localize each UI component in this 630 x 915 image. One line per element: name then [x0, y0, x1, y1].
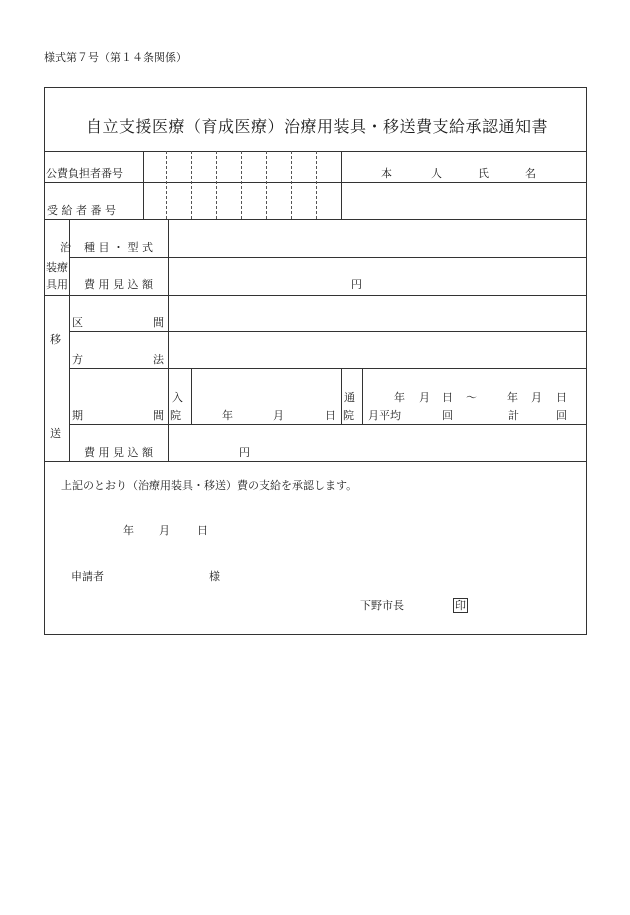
appliance-type-label: 種 目 ・ 型 式	[84, 241, 153, 254]
section-label-1: 区	[72, 316, 83, 329]
inpatient-year: 年	[222, 409, 233, 422]
applicant-label: 申請者	[71, 570, 104, 583]
digit-divider	[166, 151, 167, 219]
approval-text: 上記のとおり（治療用装具・移送）費の支給を承認します。	[61, 479, 358, 492]
digit-divider	[241, 151, 242, 219]
vline-number-label	[143, 151, 144, 219]
vline-outpatient-left	[341, 368, 342, 424]
vline-group	[69, 219, 70, 461]
date-year: 年	[123, 524, 134, 537]
section-label-2: 間	[153, 316, 164, 329]
total-times-label: 回	[556, 409, 567, 422]
range-start-month: 月	[419, 391, 430, 404]
range-start-year: 年	[394, 391, 405, 404]
vline-number-end	[341, 151, 342, 219]
seal-box: 印	[455, 599, 466, 612]
person-name-label-4: 名	[525, 167, 536, 180]
range-start-day: 日	[442, 391, 453, 404]
line-appliance-bottom	[44, 295, 587, 296]
inpatient-label-2: 院	[170, 409, 181, 422]
vline-outpatient-right	[362, 368, 363, 424]
range-end-day: 日	[556, 391, 567, 404]
appliance-group-label-3: 具用	[46, 278, 68, 291]
monthly-average-label: 月平均	[368, 409, 401, 422]
digit-divider	[216, 151, 217, 219]
outpatient-label-1: 通	[344, 391, 355, 404]
public-burden-number-label: 公費負担者番号	[46, 167, 123, 180]
inpatient-day: 日	[325, 409, 336, 422]
range-separator: 〜	[466, 391, 477, 404]
transport-cost-label: 費 用 見 込 額	[84, 446, 153, 459]
period-label-2: 間	[153, 409, 164, 422]
appliance-cost-label: 費 用 見 込 額	[84, 278, 153, 291]
person-name-label-3: 氏	[478, 167, 489, 180]
inpatient-month: 月	[273, 409, 284, 422]
method-label-2: 法	[153, 353, 164, 366]
vline-inpatient	[191, 368, 192, 424]
recipient-number-label: 受 給 者 番 号	[47, 204, 116, 217]
line-section-bottom	[69, 331, 587, 332]
line-period-bottom	[69, 424, 587, 425]
date-day: 日	[197, 524, 208, 537]
person-name-label-1: 本	[381, 167, 392, 180]
person-name-label-2: 人	[431, 167, 442, 180]
appliance-yen: 円	[351, 278, 362, 291]
mayor-label: 下野市長	[360, 599, 404, 612]
digit-divider	[266, 151, 267, 219]
appliance-group-label-2: 装療	[46, 261, 68, 274]
monthly-times-label: 回	[442, 409, 453, 422]
line-row2	[44, 219, 587, 220]
line-method-bottom	[69, 368, 587, 369]
transport-group-bottom: 送	[50, 427, 61, 440]
outpatient-label-2: 院	[343, 409, 354, 422]
form-title: 自立支援医療（育成医療）治療用装具・移送費支給承認通知書	[86, 117, 549, 136]
vline-label	[168, 219, 169, 461]
range-end-month: 月	[531, 391, 542, 404]
digit-divider	[291, 151, 292, 219]
honorific: 様	[209, 570, 220, 583]
form-number: 様式第７号（第１４条関係）	[44, 51, 187, 64]
line-table-bottom	[44, 461, 587, 462]
period-label-1: 期	[72, 409, 83, 422]
total-label: 計	[508, 409, 519, 422]
digit-divider	[316, 151, 317, 219]
method-label-1: 方	[72, 353, 83, 366]
date-month: 月	[159, 524, 170, 537]
transport-group-top: 移	[50, 333, 61, 346]
appliance-group-label-1: 治	[60, 241, 71, 254]
inpatient-label-1: 入	[172, 391, 183, 404]
transport-yen: 円	[239, 446, 250, 459]
range-end-year: 年	[507, 391, 518, 404]
digit-divider	[191, 151, 192, 219]
line-appliance-mid	[69, 257, 587, 258]
